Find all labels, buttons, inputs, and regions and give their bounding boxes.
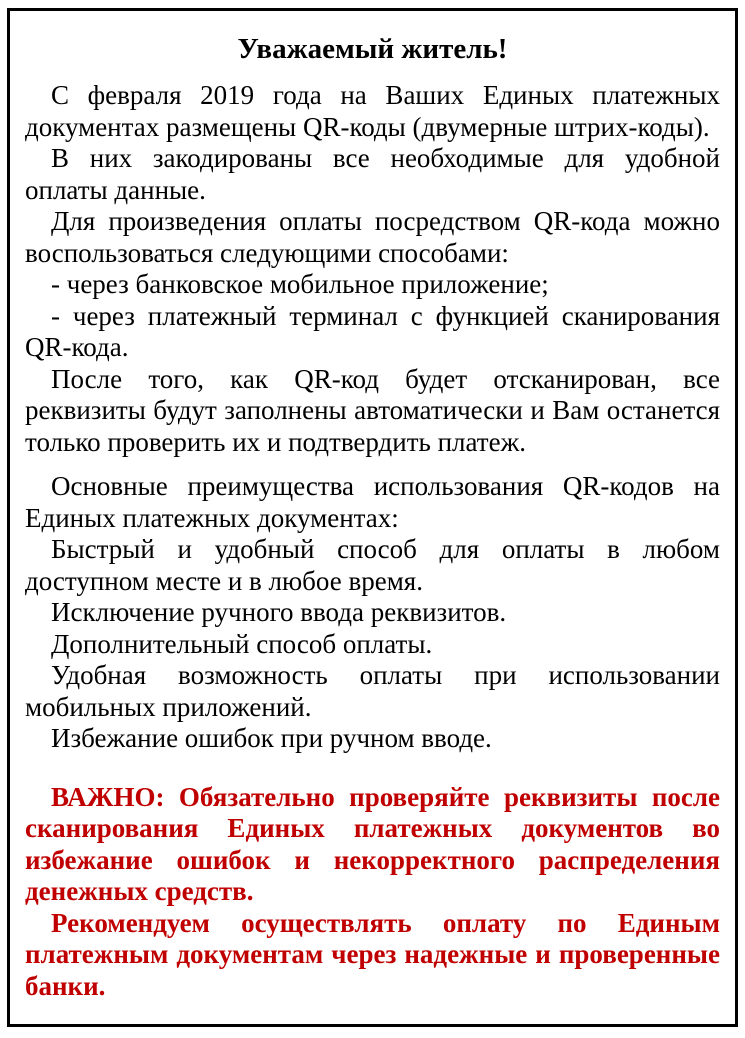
page-border (7, 8, 738, 1027)
paragraph-advantages-intro: Основные преимущества использования QR-кодов на Единых платежных документах: (25, 471, 720, 533)
important-paragraph-trusted-banks: Рекомендуем осуществлять оплату по Единым платежным документам через надежные и проверенные банки. (25, 907, 720, 1001)
document-content (10, 11, 735, 1002)
document-title: Уважаемый житель! (237, 33, 508, 65)
paragraph-advantage-mobile: Удобная возможность оплаты при использовании мобильных приложений. (25, 660, 720, 722)
bullet-item-payment-terminal: - через платежный терминал с функцией сканирования QR-кода. (25, 300, 720, 362)
paragraph-qr-intro: С февраля 2019 года на Ваших Единых платежных документах размещены QR-коды (двумерные штрих-коды). (25, 80, 720, 142)
paragraph-encoded-data: В них закодированы все необходимые для удобной оплаты данные. (25, 143, 720, 205)
paragraph-advantage-no-errors: Избежание ошибок при ручном вводе. (51, 723, 492, 753)
bullet-item-mobile-app: - через банковское мобильное приложение; (51, 269, 549, 299)
important-paragraph-check-requisites: ВАЖНО: Обязательно проверяйте реквизиты после сканирования Единых платежных документов во избежание ошибок и некорректного распределения денежных средств. (25, 781, 720, 906)
paragraph-advantage-fast: Быстрый и удобный способ для оплаты в любом доступном месте и в любое время. (25, 534, 720, 596)
paragraph-after-scan: После того, как QR-код будет отсканирован, все реквизиты будут заполнены автоматически и Вам останется только проверить их и подтвердить платеж. (25, 363, 720, 457)
paragraph-advantage-no-manual-input: Исключение ручного ввода реквизитов. (51, 597, 507, 627)
paragraph-advantage-additional-method: Дополнительный способ оплаты. (51, 628, 433, 659)
paragraph-payment-methods-intro: Для произведения оплаты посредством QR-кода можно воспользоваться следующими способами: (25, 206, 720, 268)
